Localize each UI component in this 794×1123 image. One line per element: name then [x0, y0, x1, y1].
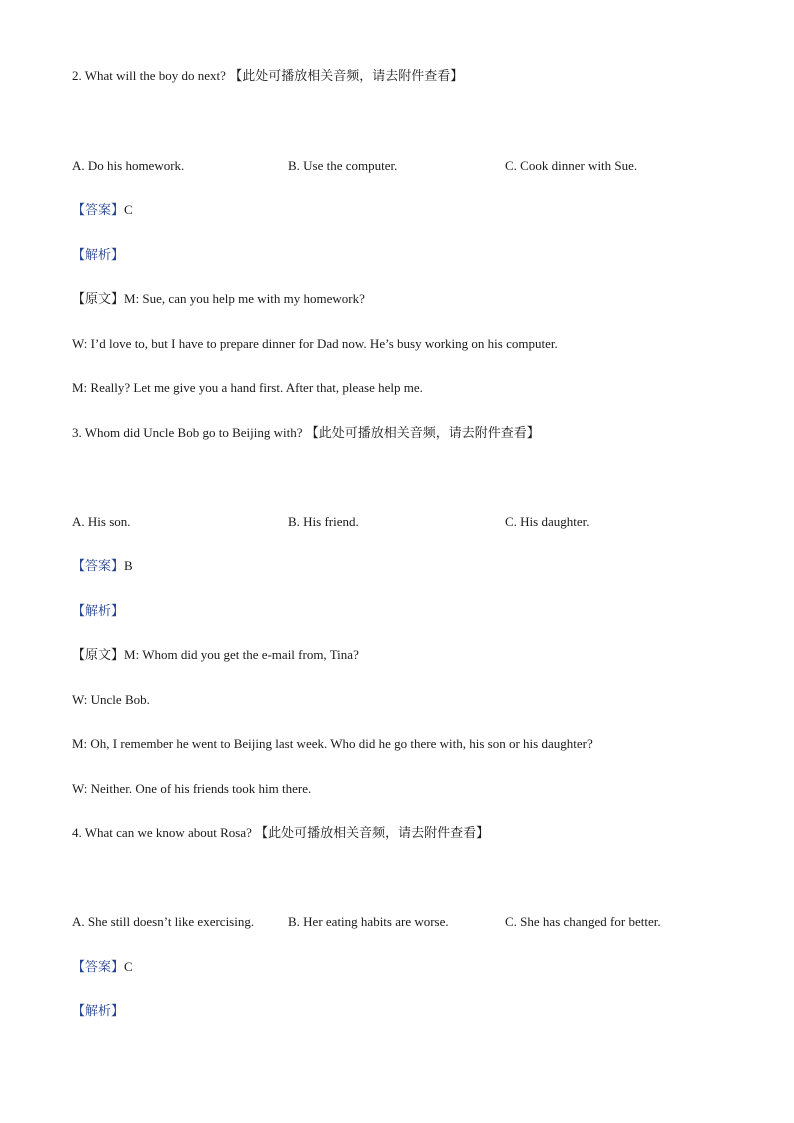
question-3-text: 3. Whom did Uncle Bob go to Beijing with? — [72, 425, 303, 440]
question-2-option-b: B. Use the computer. — [288, 158, 398, 173]
question-2-text: 2. What will the boy do next? — [72, 68, 226, 83]
question-4-text: 4. What can we know about Rosa? — [72, 825, 252, 840]
question-4-analysis — [72, 1002, 124, 1021]
analysis-label: 【解析】 — [72, 604, 125, 619]
transcript-text: M: Sue, can you help me with my homework? — [124, 291, 365, 306]
original-label: 【原文】 — [72, 648, 125, 663]
answer-value: C — [124, 959, 133, 974]
question-2-option-a: A. Do his homework. — [72, 158, 185, 173]
question-3-transcript-line-3: M: Oh, I remember he went to Beijing last week. Who did he go there with, his son or his daughter? — [72, 736, 593, 751]
question-3-option-b: B. His friend. — [288, 514, 359, 529]
question-4-audio-note[interactable]: 【此处可播放相关音频，请去附件查看】 — [255, 826, 490, 841]
answer-label: 【答案】 — [72, 203, 125, 218]
question-3-option-a: A. His son. — [72, 514, 131, 529]
answer-label: 【答案】 — [72, 559, 125, 574]
question-3-analysis — [72, 602, 124, 621]
question-4-option-b: B. Her eating habits are worse. — [288, 914, 449, 929]
question-4 — [72, 824, 489, 843]
analysis-label: 【解析】 — [72, 1004, 125, 1019]
answer-value: C — [124, 202, 133, 217]
question-3-option-c: C. His daughter. — [505, 514, 590, 529]
question-2-analysis — [72, 246, 124, 265]
question-2-transcript-line-3: M: Really? Let me give you a hand first. After that, please help me. — [72, 380, 423, 395]
question-3-transcript-line-2: W: Uncle Bob. — [72, 692, 150, 707]
question-4-option-c: C. She has changed for better. — [505, 914, 661, 929]
analysis-label: 【解析】 — [72, 248, 125, 263]
transcript-text: M: Whom did you get the e-mail from, Tina? — [124, 647, 359, 662]
question-4-answer — [72, 958, 133, 977]
question-3-audio-note[interactable]: 【此处可播放相关音频，请去附件查看】 — [305, 426, 540, 441]
question-2-transcript-line-2: W: I’d love to, but I have to prepare dinner for Dad now. He’s busy working on his computer. — [72, 336, 558, 351]
question-3-answer — [72, 557, 133, 576]
question-4-option-a: A. She still doesn’t like exercising. — [72, 914, 255, 929]
question-3 — [72, 424, 540, 443]
answer-label: 【答案】 — [72, 960, 125, 975]
question-2 — [72, 67, 463, 86]
question-3-transcript-line-4: W: Neither. One of his friends took him there. — [72, 781, 312, 796]
question-3-transcript-line-1 — [72, 646, 359, 665]
question-2-answer — [72, 201, 133, 220]
answer-value: B — [124, 558, 133, 573]
question-2-audio-note[interactable]: 【此处可播放相关音频，请去附件查看】 — [229, 69, 464, 84]
question-2-transcript-line-1 — [72, 290, 365, 309]
original-label: 【原文】 — [72, 292, 125, 307]
question-2-option-c: C. Cook dinner with Sue. — [505, 158, 638, 173]
